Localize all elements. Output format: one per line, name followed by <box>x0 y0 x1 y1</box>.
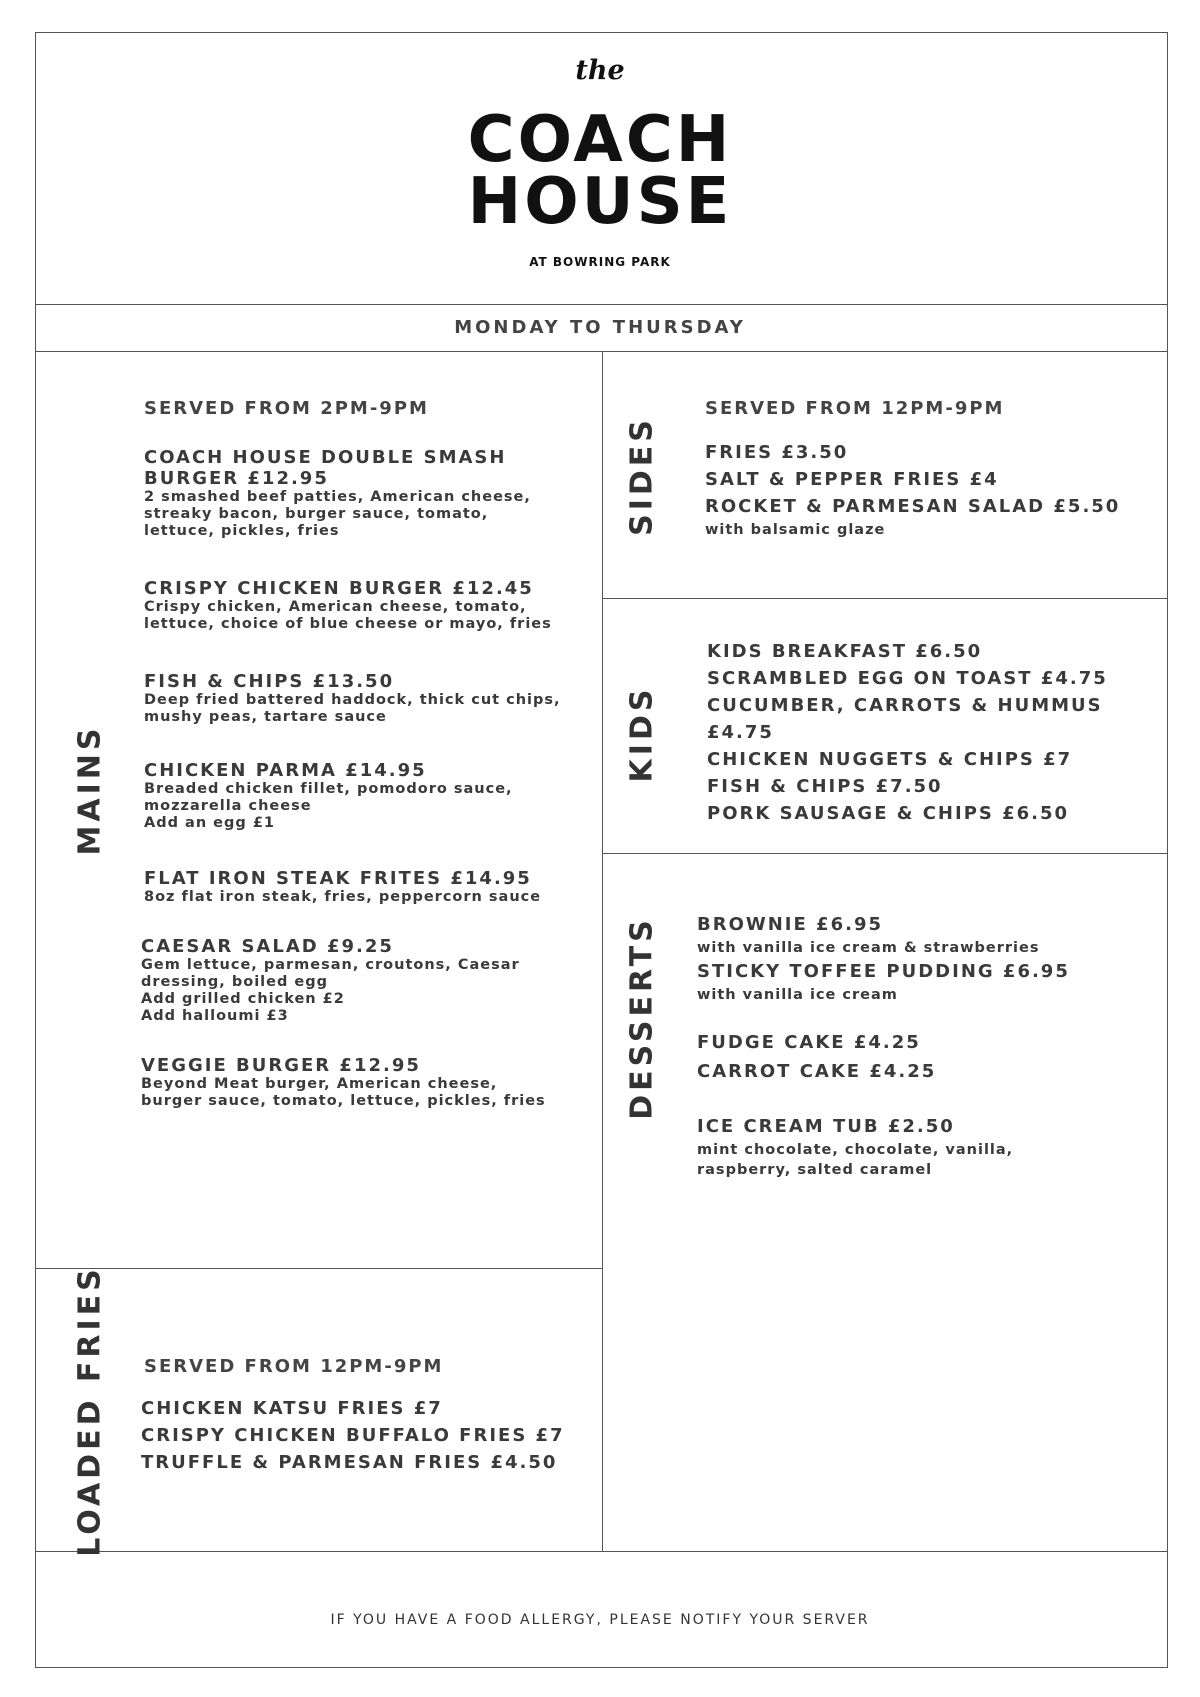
item-note: with balsamic glaze <box>705 522 886 538</box>
menu-item: FRIES £3.50 <box>705 442 849 463</box>
menu-item: CHICKEN KATSU FRIES £7 <box>141 1398 443 1419</box>
menu-item <box>144 760 564 832</box>
menu-item: ROCKET & PARMESAN SALAD £5.50 <box>705 496 1121 517</box>
item-desc: Deep fried battered haddock, thick cut chips, mushy peas, tartare sauce <box>144 692 561 725</box>
item-extra: Add grilled chicken £2 <box>141 991 345 1007</box>
menu-item: CARROT CAKE £4.25 <box>697 1061 937 1082</box>
loaded-fries-served: SERVED FROM 12PM-9PM <box>144 1356 444 1377</box>
days-banner: MONDAY TO THURSDAY <box>454 317 746 338</box>
item-name: COACH HOUSE DOUBLE SMASH BURGER £12.95 <box>144 447 507 489</box>
item-desc: 2 smashed beef patties, American cheese, streaky bacon, burger sauce, tomato, lettuce, pickles, fries <box>144 489 531 539</box>
item-name: FLAT IRON STEAK FRITES £14.95 <box>144 868 532 889</box>
item-note: with vanilla ice cream & strawberries <box>697 940 1040 956</box>
menu-item <box>144 868 564 906</box>
sides-section <box>705 398 1155 540</box>
section-label-desserts: DESSERTS <box>624 916 660 1120</box>
divider-mains-fries <box>35 1268 602 1269</box>
menu-item <box>141 1055 564 1110</box>
menu-item: SALT & PEPPER FRIES £4 <box>705 469 999 490</box>
sides-served: SERVED FROM 12PM-9PM <box>705 398 1005 419</box>
section-label-sides: SIDES <box>624 416 660 536</box>
item-name: FISH & CHIPS £13.50 <box>144 671 395 692</box>
divider-kids-desserts <box>602 853 1168 854</box>
item-desc: Gem lettuce, parmesan, croutons, Caesar dressing, boiled egg <box>141 957 520 990</box>
item-name: CRISPY CHICKEN BURGER £12.45 <box>144 578 534 599</box>
logo-house: HOUSE <box>467 165 733 239</box>
menu-item <box>144 447 564 540</box>
divider-columns <box>602 351 603 1551</box>
item-note: mint chocolate, chocolate, vanilla, raspberry, salted caramel <box>697 1142 1014 1178</box>
menu-item: SCRAMBLED EGG ON TOAST £4.75 <box>707 668 1108 689</box>
kids-section <box>707 638 1157 827</box>
desserts-section <box>697 911 1147 1180</box>
divider-header <box>35 304 1168 305</box>
allergy-notice: IF YOU HAVE A FOOD ALLERGY, PLEASE NOTIFY YOUR SERVER <box>330 1612 870 1628</box>
section-label-loaded-fries: LOADED FRIES <box>72 1265 108 1557</box>
section-label-kids: KIDS <box>624 685 660 783</box>
item-name: CAESAR SALAD £9.25 <box>141 936 394 957</box>
item-desc: Breaded chicken fillet, pomodoro sauce, mozzarella cheese <box>144 781 513 814</box>
item-desc: 8oz flat iron steak, fries, peppercorn sauce <box>144 889 542 905</box>
menu-item: KIDS BREAKFAST £6.50 <box>707 641 983 662</box>
menu-item <box>144 578 564 633</box>
menu-item-price: £4.75 <box>707 722 774 743</box>
menu-item: PORK SAUSAGE & CHIPS £6.50 <box>707 803 1070 824</box>
logo-subtitle: AT BOWRING PARK <box>529 255 671 269</box>
menu-item <box>141 936 564 1025</box>
divider-sides-kids <box>602 598 1168 599</box>
item-name: VEGGIE BURGER £12.95 <box>141 1055 421 1076</box>
menu-item: FUDGE CAKE £4.25 <box>697 1032 921 1053</box>
section-label-mains: MAINS <box>72 724 108 856</box>
menu-item: TRUFFLE & PARMESAN FRIES £4.50 <box>141 1452 558 1473</box>
item-extra: Add halloumi £3 <box>141 1008 289 1024</box>
item-desc: Crispy chicken, American cheese, tomato, lettuce, choice of blue cheese or mayo, fries <box>144 599 552 632</box>
menu-item: ICE CREAM TUB £2.50 <box>697 1116 955 1137</box>
menu-item: STICKY TOFFEE PUDDING £6.95 <box>697 961 1070 982</box>
menu-item: CUCUMBER, CARROTS & HUMMUS <box>707 695 1103 716</box>
menu-item: BROWNIE £6.95 <box>697 914 883 935</box>
divider-footer <box>35 1551 1168 1552</box>
item-note: with vanilla ice cream <box>697 987 898 1003</box>
logo-the: the <box>575 55 625 86</box>
loaded-fries-section <box>141 1356 584 1476</box>
menu-item: CHICKEN NUGGETS & CHIPS £7 <box>707 749 1073 770</box>
logo-coach: COACH <box>467 103 733 177</box>
menu-item: FISH & CHIPS £7.50 <box>707 776 943 797</box>
menu-item: CRISPY CHICKEN BUFFALO FRIES £7 <box>141 1425 565 1446</box>
mains-section <box>141 398 564 1110</box>
item-extra: Add an egg £1 <box>144 815 276 831</box>
item-name: CHICKEN PARMA £14.95 <box>144 760 427 781</box>
item-desc: Beyond Meat burger, American cheese, burger sauce, tomato, lettuce, pickles, fries <box>141 1076 546 1109</box>
mains-served: SERVED FROM 2PM-9PM <box>144 398 429 419</box>
menu-item <box>144 671 564 726</box>
